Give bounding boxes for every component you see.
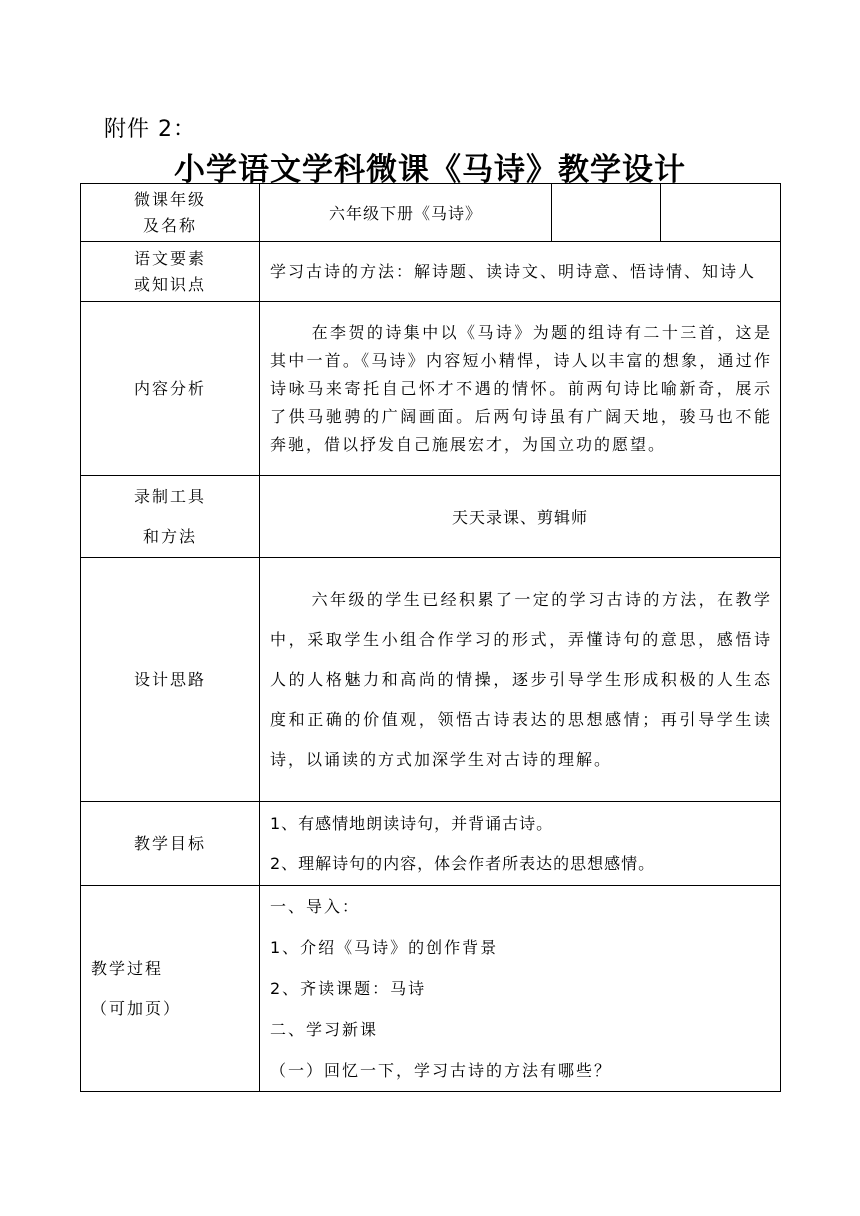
row-process <box>81 886 781 1092</box>
document-title: 小学语文学科微课《马诗》教学设计 <box>174 152 686 188</box>
analysis-label: 内容分析 <box>81 302 260 476</box>
grade-value-cell <box>260 184 552 242</box>
grade-extra-cell-2 <box>661 184 781 242</box>
process-label-line2: （可加页） <box>91 998 182 1018</box>
row-tools <box>81 476 781 558</box>
tools-value: 天天录课、剪辑师 <box>260 476 781 558</box>
elements-label-line2: 或知识点 <box>133 274 206 294</box>
tools-label-cell <box>81 476 260 558</box>
attachment-label: 附件 2： <box>104 117 196 142</box>
process-item: （一）回忆一下，学习古诗的方法有哪些？ <box>270 1061 613 1080</box>
elements-label-line1: 语文要素 <box>133 248 206 268</box>
process-label-line1: 教学过程 <box>91 958 164 978</box>
row-analysis <box>81 302 781 476</box>
process-label-cell <box>81 886 260 1092</box>
goals-label: 教学目标 <box>81 802 260 886</box>
design-label: 设计思路 <box>81 558 260 802</box>
process-list <box>260 886 781 1092</box>
grade-label-line1: 微课年级 <box>133 189 206 209</box>
grade-label-cell <box>81 184 260 242</box>
tools-label-line1: 录制工具 <box>133 486 206 506</box>
goals-list <box>260 802 781 886</box>
process-item: 2、齐读课题：马诗 <box>270 979 427 998</box>
grade-extra-cell-1 <box>552 184 661 242</box>
design-value: 六年级的学生已经积累了一定的学习古诗的方法，在教学中，采取学生小组合作学习的形式，弄懂诗句的意思，感悟诗人的人格魅力和高尚的情操，逐步引导学生形成积极的人生态度和正确的价值观，领悟古诗表达的思想感情；再引导学生读诗，以诵读的方式加深学生对古诗的理解。 <box>260 558 781 802</box>
goal-item: 1、有感情地朗读诗句，并背诵古诗。 <box>270 813 554 833</box>
elements-value: 学习古诗的方法：解诗题、读诗文、明诗意、悟诗情、知诗人 <box>260 242 781 302</box>
row-grade <box>81 184 781 242</box>
goal-item: 2、理解诗句的内容，体会作者所表达的思想感情。 <box>270 853 656 873</box>
tools-label-line2: 和方法 <box>142 526 197 546</box>
process-item: 二、学习新课 <box>270 1020 379 1039</box>
grade-value: 六年级下册《马诗》 <box>328 204 482 223</box>
grade-label-line2: 及名称 <box>142 215 197 235</box>
lesson-design-table <box>80 183 781 1092</box>
row-elements <box>81 242 781 302</box>
row-goals <box>81 802 781 886</box>
row-design <box>81 558 781 802</box>
analysis-value: 在李贺的诗集中以《马诗》为题的组诗有二十三首，这是其中一首。《马诗》内容短小精悍，诗人以丰富的想象，通过作诗咏马来寄托自己怀才不遇的情怀。前两句诗比喻新奇，展示了供马驰骋的广阔画面。后两句诗虽有广阔天地，骏马也不能奔驰，借以抒发自己施展宏才，为国立功的愿望。 <box>260 302 781 476</box>
process-item: 一、导入： <box>270 897 361 916</box>
elements-label-cell <box>81 242 260 302</box>
process-item: 1、介绍《马诗》的创作背景 <box>270 938 499 957</box>
